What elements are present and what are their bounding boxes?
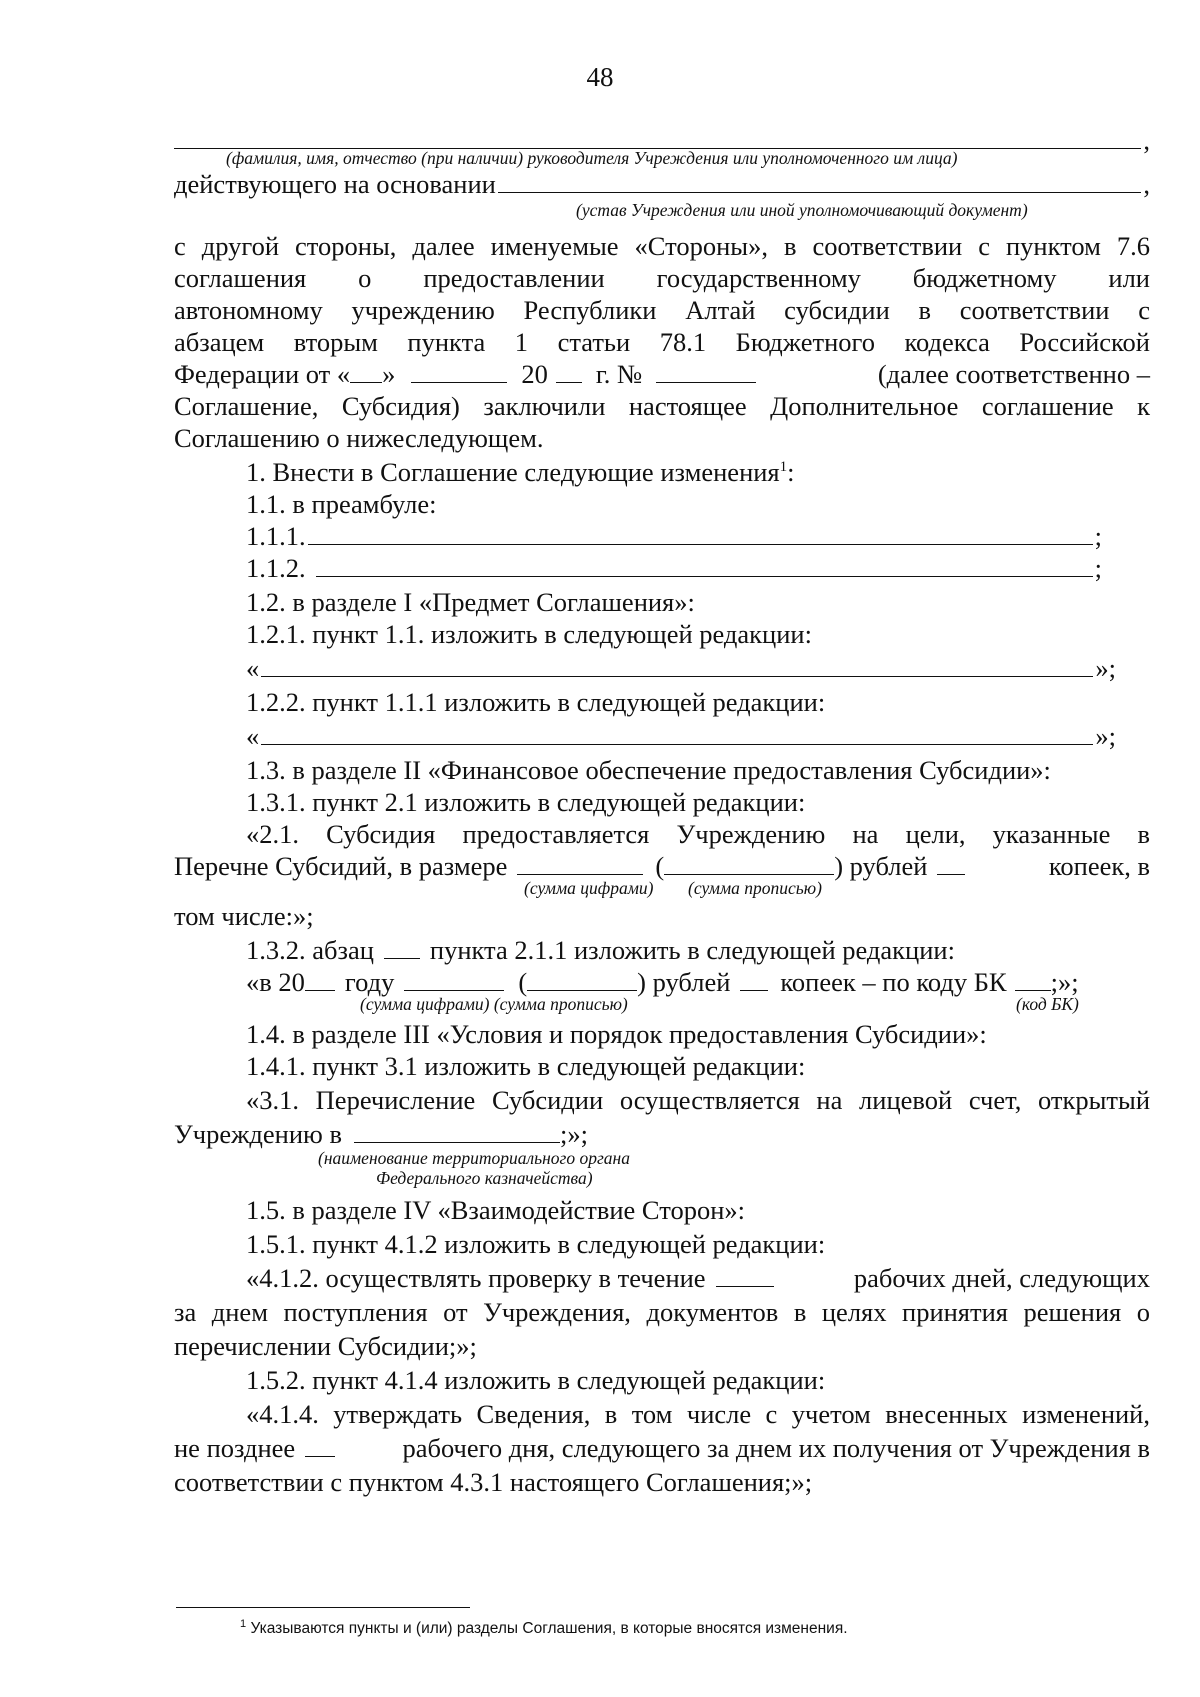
item-1-1-1-end: ; (1094, 521, 1102, 551)
item-1-2-1: 1.2.1. пункт 1.1. изложить в следующей редакции: (246, 619, 812, 649)
page-number: 48 (586, 62, 614, 92)
rubles-label: ) рублей (834, 851, 928, 881)
item-1-1-1 (246, 520, 1102, 552)
basis-label: действующего на основании (174, 169, 496, 199)
days-blank (716, 1262, 774, 1287)
item-1-3-2-text: пункта 2.1.1 изложить в следующей редакции: (429, 935, 955, 965)
item-1-3-1-q3: том числе:»; (174, 901, 314, 931)
kopeks-blank (740, 966, 768, 991)
institution-label: Учреждению в (174, 1119, 342, 1149)
kopeks-blank (937, 850, 965, 875)
basis-line-end: , (1143, 169, 1150, 199)
item-1-5-2-q1: «4.1.4. утверждать Сведения, в том числе с учетом внесенных изменений, (246, 1399, 1150, 1429)
caption-treasury-2: Федерального казначейства) (376, 1168, 593, 1188)
quote-close: »; (1095, 721, 1116, 751)
intro-line-3: автономному учреждению Республики Алтай субсидии в соответствии с (174, 295, 1150, 325)
day-blank (350, 358, 382, 383)
hereinafter-text: (далее соответственно – (877, 359, 1150, 389)
sum-words-blank (664, 850, 834, 875)
item-1-5-1-q3: перечислении Субсидии;»; (174, 1331, 477, 1361)
quote-close: » (382, 359, 396, 389)
item-1-1-2-end: ; (1094, 553, 1102, 583)
item-1-2: 1.2. в разделе I «Предмет Соглашения»: (246, 587, 695, 617)
working-day-text: рабочего дня, следующего за днем их получения от Учреждения в (402, 1433, 1150, 1463)
not-later-text: не позднее (174, 1433, 296, 1463)
item-1-1-1-label: 1.1.1. (246, 521, 306, 551)
item-1-3-1-q1: «2.1. Субсидия предоставляется Учреждению на цели, указанные в (246, 819, 1150, 849)
caption-treasury-1: (наименование территориального органа (318, 1148, 630, 1168)
item-1-colon: : (787, 457, 795, 487)
item-1-4: 1.4. в разделе III «Условия и порядок предоставления Субсидии»: (246, 1019, 987, 1049)
rubles-label: ) рублей (637, 967, 731, 997)
basis-caption: (устав Учреждения или иной уполномочивающий документ) (576, 200, 1028, 220)
item-1-5-2-q3: соответствии с пунктом 4.3.1 настоящего Соглашения;»; (174, 1467, 813, 1497)
month-blank (411, 358, 507, 383)
intro-line-2: соглашения о предоставлении государственному бюджетному или (174, 263, 1150, 293)
sum-digits-blank (517, 850, 643, 875)
item-1-4-1-q1: «3.1. Перечисление Субсидии осуществляется на лицевой счет, открытый (246, 1085, 1150, 1115)
kopeks-label: копеек, в (1048, 851, 1150, 881)
intro-line-5 (174, 358, 1150, 390)
number-label: г. № (595, 359, 643, 389)
paragraph-blank (384, 934, 420, 959)
kbk-blank (1015, 966, 1051, 991)
amount-label: Перечне Субсидий, в размере (174, 851, 508, 881)
intro-line-4: абзацем вторым пункта 1 статьи 78.1 Бюджетного кодекса Российской (174, 327, 1150, 357)
item-1-5-1: 1.5.1. пункт 4.1.2 изложить в следующей редакции: (246, 1229, 826, 1259)
quote-open: « (246, 653, 260, 683)
item-1-3-2 (246, 934, 1150, 966)
year-label: «в 20 (246, 967, 305, 997)
quote-end: ;»; (559, 1119, 588, 1149)
quote-open: « (246, 721, 260, 751)
year-blank (556, 358, 582, 383)
item-1-4-1-q2 (174, 1118, 1150, 1150)
year-blank (305, 966, 335, 991)
item-1-5-1-q1 (246, 1262, 1150, 1294)
item-1-3: 1.3. в разделе II «Финансовое обеспечение предоставления Субсидии»: (246, 755, 1051, 785)
quote-blank (261, 652, 1093, 677)
treasury-blank (354, 1118, 560, 1143)
item-1-1-1-blank (308, 520, 1093, 545)
item-1-3-2-label: 1.3.2. абзац (246, 935, 374, 965)
caption-sum-digits: (сумма цифрами) (524, 878, 654, 898)
intro-line-1: с другой стороны, далее именуемые «Стороны», в соответствии с пунктом 7.6 (174, 231, 1150, 261)
quote-close: »; (1095, 653, 1116, 683)
item-1-2-2-quote (246, 720, 1116, 752)
footnote-text: Указываются пункты и (или) разделы Соглашения, в которые вносятся изменения. (250, 1620, 848, 1637)
paren-open: ( (655, 851, 665, 881)
item-1-5-1-q2: за днем поступления от Учреждения, документов в целях принятия решения о (174, 1297, 1150, 1327)
year-word: году (344, 967, 395, 997)
item-1-3-1-q2 (174, 850, 1150, 882)
item-1-1-2-label: 1.1.2. (246, 553, 306, 583)
name-caption: (фамилия, имя, отчество (при наличии) руководителя Учреждения или уполномоченного им лица) (226, 148, 958, 168)
item-1-text: 1. Внести в Соглашение следующие изменения (246, 457, 780, 487)
item-1-5-2: 1.5.2. пункт 4.1.4 изложить в следующей редакции: (246, 1365, 826, 1395)
caption-sum-words: (сумма прописью) (688, 878, 822, 898)
kbk-label: копеек – по коду БК (780, 967, 1007, 997)
day-count-blank (305, 1432, 335, 1457)
item-1 (246, 456, 1150, 488)
check-text: «4.1.2. осуществлять проверку в течение (246, 1263, 706, 1293)
name-blank (174, 124, 1141, 149)
item-1-5-2-q2 (174, 1432, 1150, 1464)
item-1-2-1-quote (246, 652, 1116, 684)
footnote-divider (176, 1607, 470, 1608)
basis-blank (498, 168, 1142, 193)
item-1-4-1: 1.4.1. пункт 3.1 изложить в следующей редакции: (246, 1051, 806, 1081)
item-1-2-2: 1.2.2. пункт 1.1.1 изложить в следующей редакции: (246, 687, 826, 717)
footnote-mark: 1 (240, 1617, 247, 1630)
footnote (240, 1617, 848, 1638)
year-prefix: 20 (521, 359, 548, 389)
intro-line-7: Соглашению о нижеследующем. (174, 423, 544, 453)
basis-line (174, 168, 1150, 200)
caption-sum-2: (сумма цифрами) (сумма прописью) (360, 994, 628, 1014)
intro-line-6: Соглашение, Субсидия) заключили настоящее Дополнительное соглашение к (174, 391, 1150, 421)
number-blank (656, 358, 756, 383)
item-1-3-1: 1.3.1. пункт 2.1 изложить в следующей редакции: (246, 787, 806, 817)
item-1-5: 1.5. в разделе IV «Взаимодействие Сторон»: (246, 1195, 746, 1225)
federation-from: Федерации от « (174, 359, 351, 389)
footnote-ref: 1 (779, 459, 788, 476)
paren-open: ( (518, 967, 528, 997)
sum-words-blank (527, 966, 637, 991)
item-1-1-2-blank (316, 552, 1093, 577)
quote-end: ;»; (1050, 967, 1079, 997)
item-1-1: 1.1. в преамбуле: (246, 489, 437, 519)
sum-digits-blank (404, 966, 504, 991)
caption-kbk: (код БК) (1016, 994, 1079, 1014)
item-1-1-2 (246, 552, 1102, 584)
name-line-end: , (1143, 125, 1150, 155)
workdays-text: рабочих дней, следующих (853, 1263, 1150, 1293)
quote-blank (261, 720, 1093, 745)
